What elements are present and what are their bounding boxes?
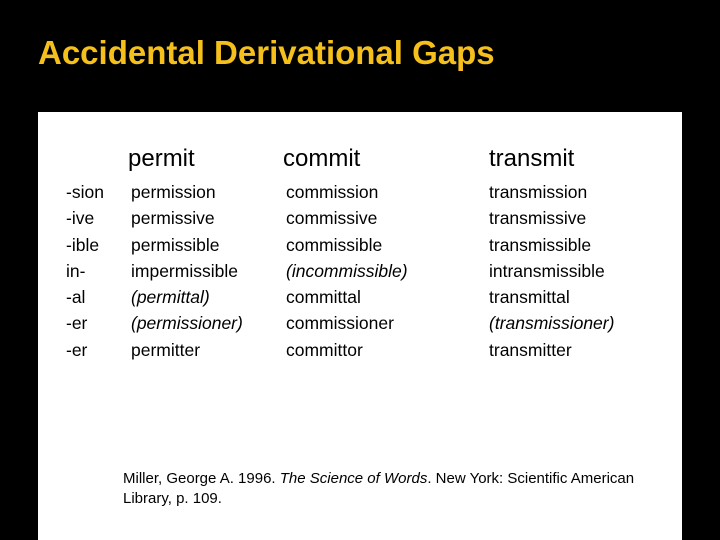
derived-word: permitter [131, 339, 201, 360]
derived-word: permission [131, 182, 216, 202]
derived-word: permissible [131, 234, 220, 255]
suffix-label: -er [66, 313, 88, 334]
derived-word: committal [286, 287, 361, 308]
suffix-label: in- [66, 260, 86, 281]
derived-word: transmissible [489, 234, 592, 255]
derived-word: (incommissible) [286, 260, 408, 281]
derived-word: (permissioner) [131, 313, 243, 334]
suffix-label: -ible [66, 234, 100, 255]
title-band [0, 0, 720, 112]
suffix-label: -ive [66, 208, 95, 229]
derived-word: impermissible [131, 260, 238, 281]
derived-word: (permittal) [131, 287, 210, 308]
suffix-label: -er [66, 339, 88, 360]
suffix-label: -sion [66, 182, 104, 202]
transmit-column [489, 179, 614, 363]
content-area [38, 112, 682, 540]
derived-word: commissioner [286, 313, 394, 334]
header-transmit: transmit [489, 145, 575, 172]
derived-word: commission [286, 182, 379, 202]
suffix-label: -al [66, 287, 86, 308]
derived-word: commissible [286, 234, 383, 255]
suffix-column [66, 179, 104, 363]
commit-column [286, 179, 408, 363]
derived-word: (transmissioner) [489, 313, 615, 334]
derived-word: committor [286, 339, 363, 360]
header-permit: permit [128, 145, 195, 172]
citation-book-title: The Science of Words [279, 470, 428, 487]
derived-word: transmission [489, 182, 588, 202]
derived-word: commissive [286, 208, 378, 229]
derived-word: intransmissible [489, 260, 605, 281]
citation-publisher: . New York: Scientific American Library, p. 109. [123, 470, 635, 507]
permit-column [131, 179, 243, 363]
slide-title: Accidental Derivational Gaps [38, 34, 495, 71]
citation [123, 469, 643, 509]
citation-authors: Miller, George A. 1996. [123, 470, 280, 487]
derived-word: transmissive [489, 208, 587, 229]
derived-word: permissive [131, 208, 215, 229]
derived-word: transmittal [489, 287, 570, 308]
header-commit: commit [283, 145, 361, 172]
derived-word: transmitter [489, 339, 572, 360]
